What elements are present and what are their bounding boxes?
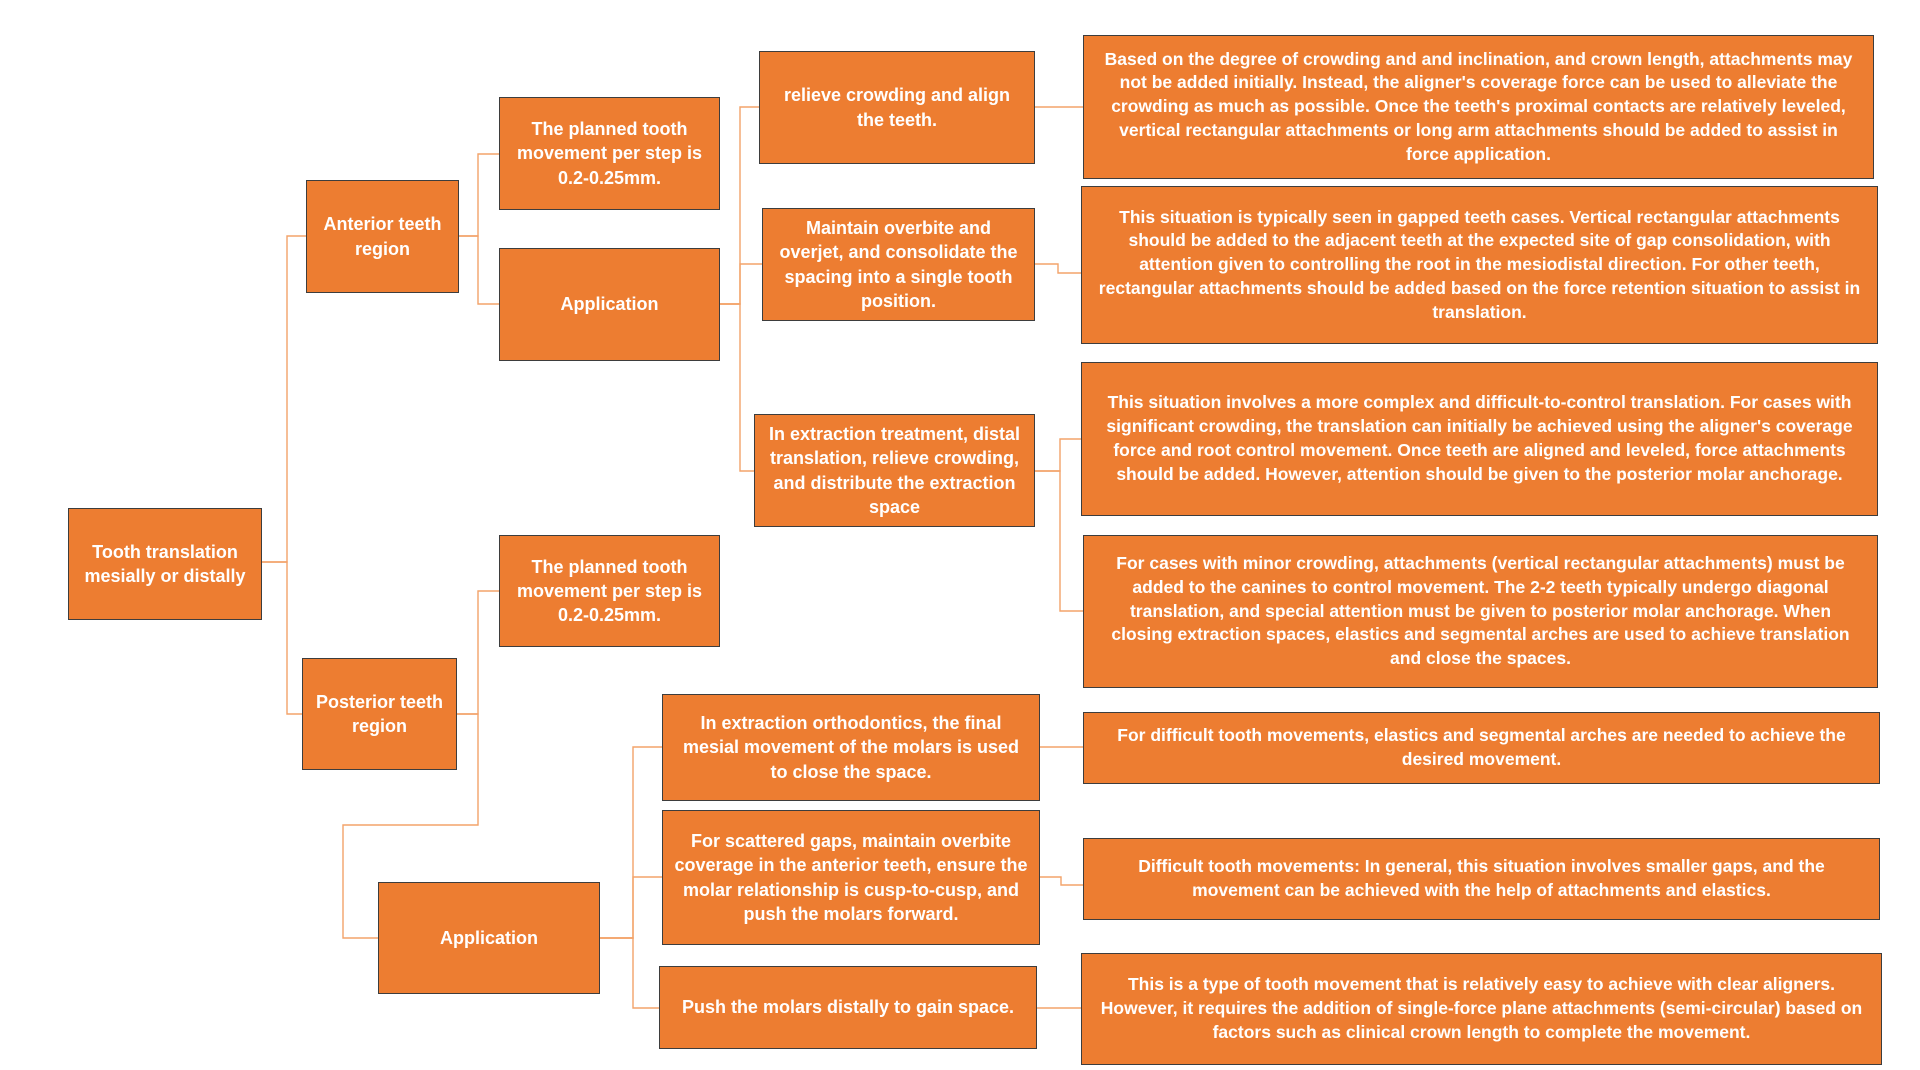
anterior-region-node: [306, 180, 459, 293]
connector-posterior-case2-detail: [1040, 877, 1083, 885]
connector-anterior-application: [459, 236, 499, 304]
posterior-case-label: Push the molars distally to gain space.: [681, 997, 1015, 1018]
connector-anterior-step: [459, 154, 499, 236]
posterior-detail-node: [1083, 838, 1880, 920]
connector-anterior-case3-detail1: [1035, 439, 1081, 471]
anterior-case-node: [759, 51, 1035, 164]
anterior-step-label: The planned tooth movement per step is 0.2-0.25mm.: [516, 119, 703, 188]
anterior-detail-node: [1081, 362, 1878, 516]
connector-posterior-step: [457, 591, 499, 714]
anterior-case-node: [762, 208, 1035, 321]
posterior-application-node: [378, 882, 600, 994]
posterior-detail-node: [1081, 953, 1882, 1065]
connector-anterior-app-case3: [720, 304, 754, 471]
anterior-case-label: In extraction treatment, distal translation, relieve crowding, and distribute the extraction space: [768, 423, 1021, 517]
posterior-step-node: [499, 535, 720, 647]
posterior-case-node: [662, 694, 1040, 801]
posterior-detail-node: [1083, 712, 1880, 784]
connector-posterior-app-case2: [600, 877, 662, 938]
posterior-case-node: [662, 810, 1040, 945]
anterior-detail-text: For cases with minor crowding, attachments (vertical rectangular attachments) must be added to the canines to control movement. The 2-2 teeth typically undergo diagonal translation, and special attention must be given to posterior molar anchorage. When closing extraction spaces, elastics and segmental arches are used to achieve translation and close the spaces.: [1111, 553, 1850, 669]
root-node: [68, 508, 262, 620]
anterior-detail-text: This situation is typically seen in gapped teeth cases. Vertical rectangular attachments should be added to the adjacent teeth at the expected site of gap consolidation, with attention given to controlling the root in the mesiodistal direction. For other teeth, rectangular attachments should be added based on the force retention situation to assist in translation.: [1098, 206, 1861, 322]
root-label: Tooth translation mesially or distally: [84, 541, 246, 586]
posterior-region-label: Posterior teeth region: [315, 691, 444, 736]
connector-posterior-app-case3: [600, 938, 659, 1008]
posterior-region-node: [302, 658, 457, 770]
anterior-case-label: Maintain overbite and overjet, and consolidate the spacing into a single tooth position.: [779, 217, 1018, 311]
anterior-case-label: relieve crowding and align the teeth.: [783, 85, 1011, 130]
connector-anterior-app-case2: [720, 264, 762, 304]
posterior-case-label: For scattered gaps, maintain overbite coverage in the anterior teeth, ensure the molar relationship is cusp-to-cusp, and push the molars forward.: [674, 830, 1028, 924]
connector-anterior-case3-detail2: [1035, 471, 1083, 611]
connector-posterior-app-case1: [600, 747, 662, 938]
posterior-step-label: The planned tooth movement per step is 0.2-0.25mm.: [516, 556, 703, 626]
posterior-case-label: In extraction orthodontics, the final mesial movement of the molars is used to close the space.: [682, 713, 1020, 782]
anterior-detail-text: Based on the degree of crowding and and inclination, and crown length, attachments may not be added initially. Instead, the aligner's coverage force can be used to alleviate the crowding as much as possible. Once the teeth's proximal contacts are relatively leveled, vertical rectangular attachments or long arm attachments should be added to assist in force application.: [1104, 48, 1853, 164]
posterior-case-node: [659, 966, 1037, 1049]
anterior-step-node: [499, 97, 720, 210]
posterior-detail-text: Difficult tooth movements: In general, this situation involves smaller gaps, and the movement can be achieved with the help of attachments and elastics.: [1138, 856, 1825, 900]
anterior-application-label: Application: [560, 294, 659, 315]
anterior-case-node: [754, 414, 1035, 527]
connector-anterior-case2-detail: [1035, 264, 1081, 273]
posterior-detail-text: For difficult tooth movements, elastics and segmental arches are needed to achieve the desired movement.: [1117, 725, 1846, 769]
anterior-region-label: Anterior teeth region: [323, 214, 442, 259]
anterior-detail-node: [1081, 186, 1878, 344]
anterior-detail-text: This situation involves a more complex and difficult-to-control translation. For cases with significant crowding, the translation can initially be achieved using the aligner's coverage force and root control movement. Once teeth are aligned and leveled, force attachments should be added. However, attention should be given to the posterior molar anchorage.: [1106, 392, 1853, 484]
posterior-detail-text: This is a type of tooth movement that is relatively easy to achieve with clear aligners. However, it requires the addition of single-force plane attachments (semi-circular) based on factors such as clinical crown length to complete the movement.: [1100, 974, 1863, 1042]
posterior-application-label: Application: [440, 927, 538, 948]
anterior-application-node: [499, 248, 720, 361]
connector-root-posterior: [262, 562, 302, 714]
anterior-detail-node: [1083, 35, 1874, 179]
connector-root-anterior: [262, 236, 306, 562]
anterior-detail-node: [1083, 535, 1878, 688]
